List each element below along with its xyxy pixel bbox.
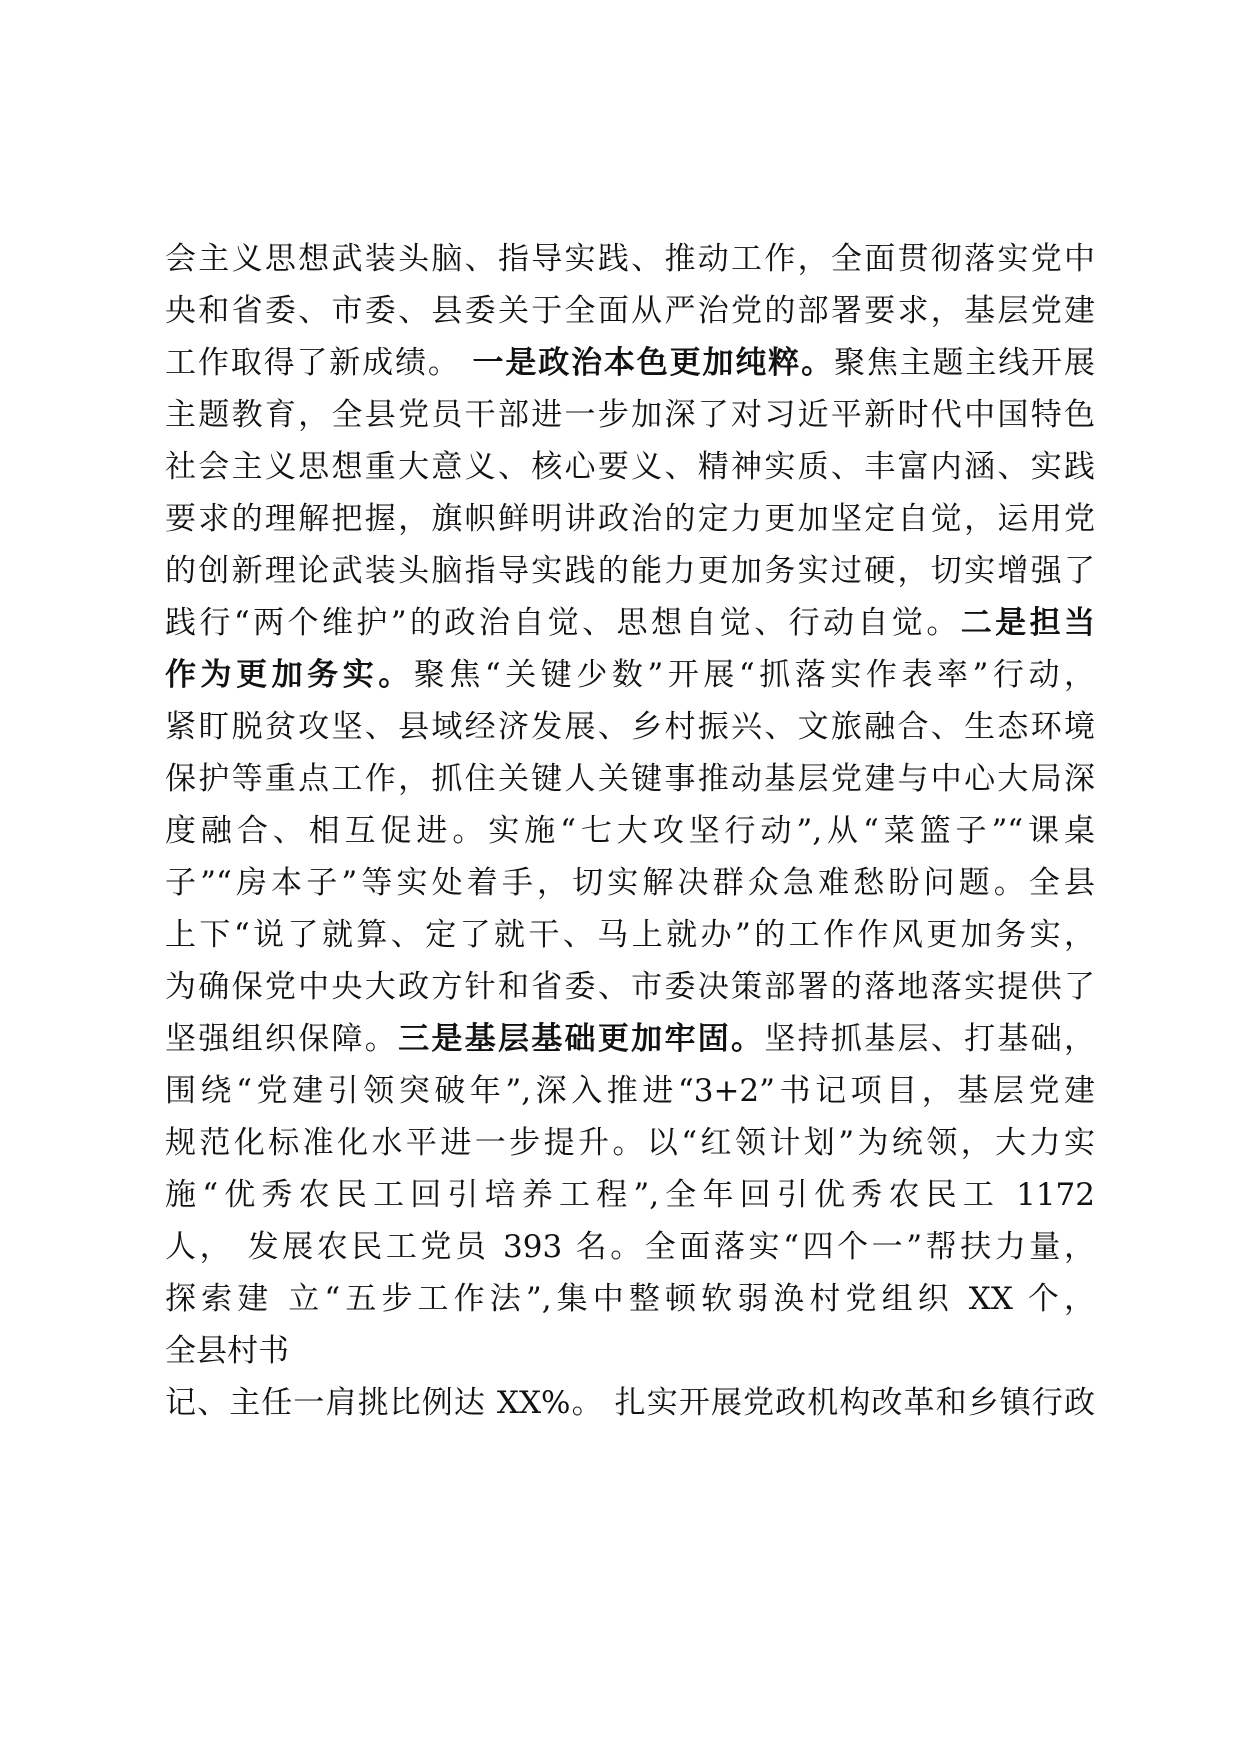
- text-line: [165, 1221, 1095, 1273]
- text-segment: 全县村书: [165, 1333, 289, 1369]
- text-segment: 保护等重点工作，抓住关键人关键事推动基层党建与中心大局深: [165, 761, 1095, 797]
- text-line: [165, 753, 1095, 805]
- text-segment: 坚强组织保障。: [165, 1021, 399, 1057]
- bold-heading-segment: 二是担当: [960, 605, 1095, 641]
- bold-heading-segment: 一是政治本色更加纯粹。: [472, 345, 834, 381]
- text-line: [165, 441, 1095, 493]
- text-line: [165, 1169, 1095, 1221]
- text-line: [165, 233, 1095, 285]
- text-line: [165, 701, 1095, 753]
- text-segment: 子”“房本子”等实处着手，切实解决群众急难愁盼问题。全县: [165, 865, 1095, 901]
- text-line: [165, 1065, 1095, 1117]
- text-segment: 的创新理论武装头脑指导实践的能力更加务实过硬，切实增强了: [165, 553, 1095, 589]
- text-line: [165, 493, 1095, 545]
- text-line: [165, 597, 1095, 649]
- text-line: [165, 545, 1095, 597]
- text-line: [165, 649, 1095, 701]
- text-segment: 规范化标准化水平进一步提升。以“红领计划”为统领，大力实: [165, 1125, 1095, 1161]
- text-line: [165, 1325, 1095, 1377]
- text-line: [165, 1117, 1095, 1169]
- body-text: [165, 233, 1095, 1429]
- text-segment: 为确保党中央大政方针和省委、市委决策部署的落地落实提供了: [165, 969, 1095, 1005]
- text-line: [165, 1377, 1095, 1429]
- text-line: [165, 1013, 1095, 1065]
- text-segment: 工作取得了新成绩。: [165, 345, 473, 381]
- text-segment: 要求的理解把握，旗帜鲜明讲政治的定力更加坚定自觉，运用党: [165, 501, 1095, 537]
- text-segment: 人， 发展农民工党员 393 名。全面落实“四个一”帮扶力量，: [165, 1229, 1095, 1265]
- text-line: [165, 961, 1095, 1013]
- text-segment: 围绕“党建引领突破年”,深入推进“3+2”书记项目，基层党建: [165, 1073, 1095, 1109]
- text-line: [165, 909, 1095, 961]
- text-segment: 施“优秀农民工回引培养工程”,全年回引优秀农民工 1172: [165, 1177, 1095, 1213]
- text-segment: 社会主义思想重大意义、核心要义、精神实质、丰富内涵、实践: [165, 449, 1095, 485]
- text-segment: 紧盯脱贫攻坚、县域经济发展、乡村振兴、文旅融合、生态环境: [165, 709, 1095, 745]
- text-segment: 会主义思想武装头脑、指导实践、推动工作，全面贯彻落实党中: [165, 241, 1095, 277]
- text-segment: 央和省委、市委、县委关于全面从严治党的部署要求，基层党建: [165, 293, 1095, 329]
- text-line: [165, 857, 1095, 909]
- text-segment: 聚焦“关键少数”开展“抓落实作表率”行动，: [413, 657, 1095, 693]
- text-segment: 主题教育，全县党员干部进一步加深了对习近平新时代中国特色: [165, 397, 1095, 433]
- text-segment: 探索建 立“五步工作法”,集中整顿软弱涣村党组织 XX 个，: [165, 1281, 1095, 1317]
- text-line: [165, 285, 1095, 337]
- bold-heading-segment: 三是基层基础更加牢固。: [398, 1021, 765, 1057]
- text-line: [165, 1273, 1095, 1325]
- text-line: [165, 805, 1095, 857]
- bold-heading-segment: 作为更加务实。: [165, 657, 414, 693]
- text-segment: 坚持抓基层、打基础，: [764, 1021, 1095, 1057]
- text-segment: 聚焦主题主线开展: [833, 345, 1095, 381]
- text-segment: 践行“两个维护”的政治自觉、思想自觉、行动自觉。: [165, 605, 961, 641]
- text-segment: 上下“说了就算、定了就干、马上就办”的工作作风更加务实，: [165, 917, 1095, 953]
- text-segment: 记、主任一肩挑比例达 XX%。 扎实开展党政机构改革和乡镇行政: [165, 1385, 1095, 1421]
- text-segment: 度融合、相互促进。实施“七大攻坚行动”,从“菜篮子”“课桌: [165, 813, 1095, 849]
- text-line: [165, 389, 1095, 441]
- text-line: [165, 337, 1095, 389]
